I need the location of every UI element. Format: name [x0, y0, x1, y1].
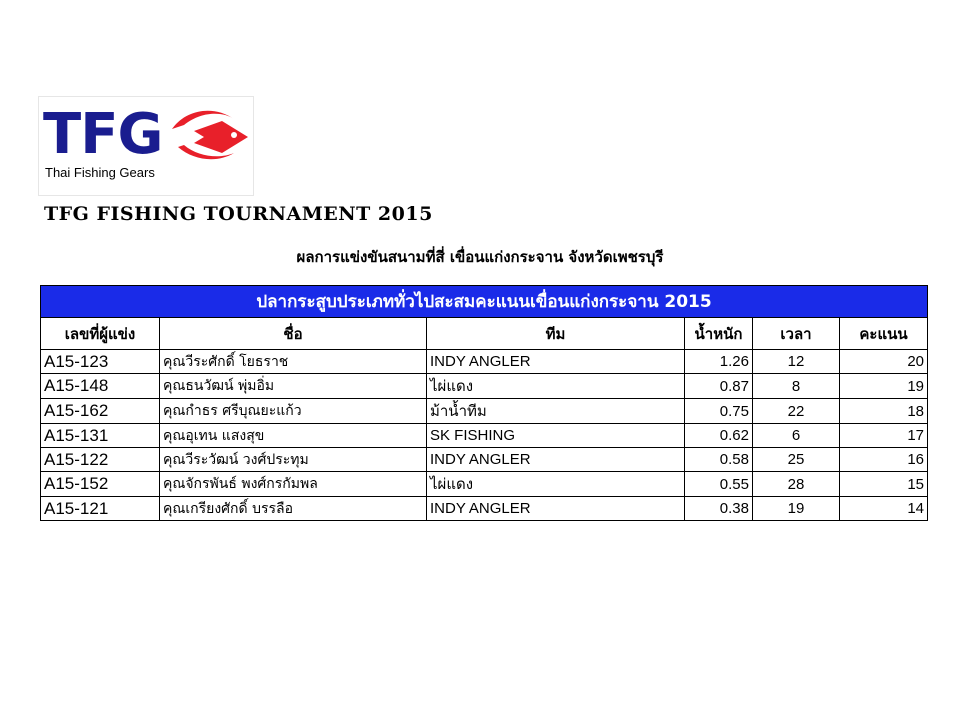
cell-name: คุณกำธร ศรีบุณยะแก้ว — [160, 399, 427, 424]
cell-team: ไผ่แดง — [427, 374, 685, 399]
table-row — [41, 399, 928, 424]
cell-time: 6 — [753, 424, 840, 448]
cell-time: 28 — [753, 472, 840, 497]
table-row — [41, 497, 928, 521]
cell-team: ไผ่แดง — [427, 472, 685, 497]
cell-name: คุณเกรียงศักดิ์ บรรลือ — [160, 497, 427, 521]
header-id: เลขที่ผู้แข่ง — [41, 318, 160, 350]
cell-team: SK FISHING — [427, 424, 685, 448]
cell-weight: 0.38 — [685, 497, 753, 521]
cell-id: A15-152 — [41, 472, 160, 497]
table-row — [41, 448, 928, 472]
logo-tagline: Thai Fishing Gears — [45, 165, 155, 180]
fish-logo-icon — [164, 101, 254, 171]
cell-id: A15-148 — [41, 374, 160, 399]
logo-letters: TFG — [43, 102, 163, 167]
cell-team: INDY ANGLER — [427, 350, 685, 374]
cell-time: 25 — [753, 448, 840, 472]
cell-points: 14 — [840, 497, 928, 521]
table-row — [41, 350, 928, 374]
header-time: เวลา — [753, 318, 840, 350]
cell-weight: 0.87 — [685, 374, 753, 399]
cell-time: 22 — [753, 399, 840, 424]
cell-id: A15-131 — [41, 424, 160, 448]
cell-weight: 1.26 — [685, 350, 753, 374]
cell-weight: 0.62 — [685, 424, 753, 448]
cell-weight: 0.75 — [685, 399, 753, 424]
cell-points: 19 — [840, 374, 928, 399]
header-team: ทีม — [427, 318, 685, 350]
table-row — [41, 472, 928, 497]
table-row — [41, 424, 928, 448]
cell-id: A15-123 — [41, 350, 160, 374]
cell-name: คุณอุเทน แสงสุข — [160, 424, 427, 448]
cell-points: 17 — [840, 424, 928, 448]
cell-team: INDY ANGLER — [427, 448, 685, 472]
header-name: ชื่อ — [160, 318, 427, 350]
cell-id: A15-162 — [41, 399, 160, 424]
cell-points: 16 — [840, 448, 928, 472]
cell-points: 15 — [840, 472, 928, 497]
results-table — [40, 285, 928, 521]
cell-team: INDY ANGLER — [427, 497, 685, 521]
cell-points: 18 — [840, 399, 928, 424]
cell-name: คุณธนวัฒน์ พุ่มอิ่ม — [160, 374, 427, 399]
table-header-row — [41, 318, 928, 350]
header-points: คะแนน — [840, 318, 928, 350]
cell-name: คุณวีระวัฒน์ วงศ์ประทุม — [160, 448, 427, 472]
table-banner-row — [41, 286, 928, 318]
cell-id: A15-122 — [41, 448, 160, 472]
cell-time: 19 — [753, 497, 840, 521]
cell-weight: 0.55 — [685, 472, 753, 497]
document-title: TFG FISHING TOURNAMENT 2015 — [44, 203, 433, 225]
cell-team: ม้าน้ำทีม — [427, 399, 685, 424]
cell-name: คุณจักรพันธ์ พงศ์กรกัมพล — [160, 472, 427, 497]
table-banner: ปลากระสูบประเภททั่วไปสะสมคะแนนเขื่อนแก่งกระจาน 2015 — [41, 286, 928, 318]
cell-time: 12 — [753, 350, 840, 374]
tfg-logo — [38, 96, 254, 196]
cell-name: คุณวีระศักดิ์ โยธราช — [160, 350, 427, 374]
cell-weight: 0.58 — [685, 448, 753, 472]
table-row — [41, 374, 928, 399]
cell-id: A15-121 — [41, 497, 160, 521]
cell-points: 20 — [840, 350, 928, 374]
header-weight: น้ำหนัก — [685, 318, 753, 350]
cell-time: 8 — [753, 374, 840, 399]
document-subtitle: ผลการแข่งขันสนามที่สี่ เขื่อนแก่งกระจาน จังหวัดเพชรบุรี — [296, 248, 664, 266]
